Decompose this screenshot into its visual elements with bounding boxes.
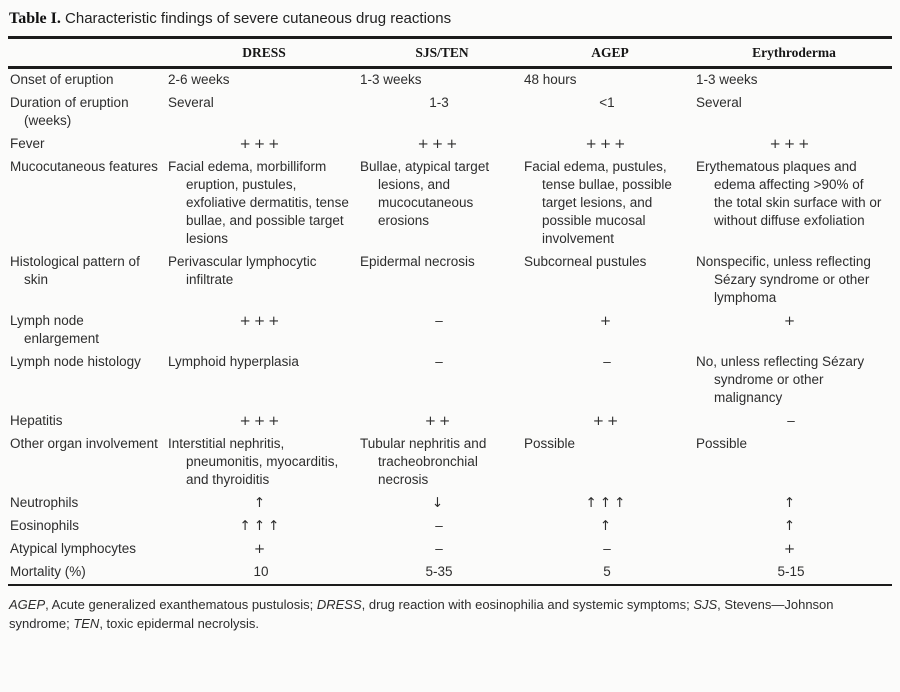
table-cell: ↑↑↑	[239, 518, 283, 534]
table-row	[8, 92, 892, 133]
table-cell: +++	[417, 136, 461, 152]
table-cell: +++	[239, 313, 283, 329]
column-header-sjs-ten: SJS/TEN	[360, 38, 524, 68]
table-cell: Interstitial nephritis, pneumonitis, myocarditis, and thyroiditis	[168, 436, 339, 487]
footnote	[8, 586, 890, 633]
footnote-text: , drug reaction with eosinophilia and systemic symptoms;	[361, 597, 694, 612]
row-label: Lymph node histology	[10, 354, 141, 369]
table-row	[8, 351, 892, 410]
table-cell: Lymphoid hyperplasia	[168, 354, 299, 369]
table-cell: 1-3 weeks	[360, 72, 422, 87]
row-label: Mucocutaneous features	[10, 159, 158, 174]
table-row	[8, 251, 892, 310]
row-label: Onset of eruption	[10, 72, 114, 87]
table-cell: Possible	[524, 436, 576, 451]
table-cell: 2-6 weeks	[168, 72, 230, 87]
table-cell: 1-3 weeks	[696, 72, 758, 87]
column-header-agep: AGEP	[524, 38, 696, 68]
footnote-abbreviation: TEN	[73, 616, 100, 631]
table-cell: 10	[253, 564, 269, 579]
table-header	[8, 38, 892, 68]
table-cell: +	[599, 313, 615, 329]
row-label: Other organ involvement	[10, 436, 158, 451]
row-label: Neutrophils	[10, 495, 79, 510]
table-caption: Characteristic findings of severe cutaneous drug reactions	[60, 10, 452, 27]
table-cell: +++	[239, 136, 283, 152]
table-cell: Erythematous plaques and edema affecting >90% of the total skin surface with or without diffuse exfoliation	[696, 159, 882, 228]
table-cell: 1-3	[429, 95, 449, 110]
table-row	[8, 492, 892, 515]
table-row	[8, 133, 892, 156]
table-cell: ++	[592, 413, 622, 429]
footnote-text: , Stevens—Johnson syndrome;	[9, 597, 834, 631]
table-cell: Several	[696, 95, 742, 110]
row-label: Lymph node enlargement	[10, 313, 100, 346]
footnote-text: , Acute generalized exanthematous pustulosis;	[45, 597, 317, 612]
row-label: Mortality (%)	[10, 564, 86, 579]
column-header-empty	[8, 38, 168, 68]
footnote-abbreviation: AGEP	[9, 597, 46, 612]
row-label: Atypical lymphocytes	[10, 541, 137, 556]
table-cell: ↑	[783, 495, 799, 511]
row-label: Hepatitis	[10, 413, 63, 428]
table-cell: Possible	[696, 436, 748, 451]
column-header-dress: DRESS	[168, 38, 360, 68]
table-cell: –	[603, 541, 611, 556]
table-row	[8, 561, 892, 585]
column-header-erythroderma: Erythroderma	[696, 38, 892, 68]
table-cell: Several	[168, 95, 214, 110]
table-cell: ↓	[431, 495, 447, 511]
table-cell: Subcorneal pustules	[524, 254, 647, 269]
footnote-abbreviation: DRESS	[316, 597, 362, 612]
footnote-text: , toxic epidermal necrolysis.	[99, 616, 259, 631]
table-row	[8, 433, 892, 492]
table-cell: ++	[424, 413, 454, 429]
header-row	[8, 38, 892, 68]
table-cell: ↑	[253, 495, 269, 511]
table-cell: <1	[599, 95, 615, 110]
row-label: Histological pattern of skin	[10, 254, 140, 287]
row-label: Duration of eruption (weeks)	[10, 95, 129, 128]
table-row	[8, 515, 892, 538]
table-cell: +	[783, 313, 799, 329]
table-row	[8, 156, 892, 251]
table-cell: +	[253, 541, 269, 557]
table-cell: 5-15	[777, 564, 805, 579]
table-cell: –	[435, 518, 443, 533]
table-cell: Facial edema, morbilliform eruption, pustules, exfoliative dermatitis, tense bullae, and possible target lesions	[168, 159, 349, 246]
table-cell: No, unless reflecting Sézary syndrome or other malignancy	[696, 354, 865, 405]
table-row	[8, 410, 892, 433]
table-cell: 5-35	[425, 564, 453, 579]
table-row	[8, 310, 892, 351]
table-cell: +	[783, 541, 799, 557]
table-cell: 48 hours	[524, 72, 577, 87]
table-cell: +++	[239, 413, 283, 429]
table-cell: –	[435, 354, 443, 369]
table-cell: ↑	[599, 518, 615, 534]
row-label: Eosinophils	[10, 518, 80, 533]
table-number: Table I.	[9, 10, 61, 27]
table-cell: Facial edema, pustules, tense bullae, possible target lesions, and possible mucosal involvement	[524, 159, 672, 246]
table-cell: Bullae, atypical target lesions, and mucocutaneous erosions	[360, 159, 490, 228]
table-cell: +++	[769, 136, 813, 152]
table-body	[8, 68, 892, 586]
table-title	[8, 5, 890, 36]
row-label: Fever	[10, 136, 45, 151]
table-row	[8, 68, 892, 93]
table-cell: Epidermal necrosis	[360, 254, 475, 269]
table-cell: Nonspecific, unless reflecting Sézary syndrome or other lymphoma	[696, 254, 871, 305]
findings-table	[8, 36, 892, 586]
table-cell: ↑↑↑	[585, 495, 629, 511]
table-row	[8, 538, 892, 561]
table-cell: –	[435, 313, 443, 328]
table-cell: 5	[603, 564, 611, 579]
table-cell: +++	[585, 136, 629, 152]
table-cell: –	[787, 413, 795, 428]
table-cell: Perivascular lymphocytic infiltrate	[168, 254, 317, 287]
table-cell: Tubular nephritis and tracheobronchial necrosis	[360, 436, 487, 487]
footnote-abbreviation: SJS	[693, 597, 718, 612]
table-cell: –	[603, 354, 611, 369]
table-cell: –	[435, 541, 443, 556]
table-cell: ↑	[783, 518, 799, 534]
